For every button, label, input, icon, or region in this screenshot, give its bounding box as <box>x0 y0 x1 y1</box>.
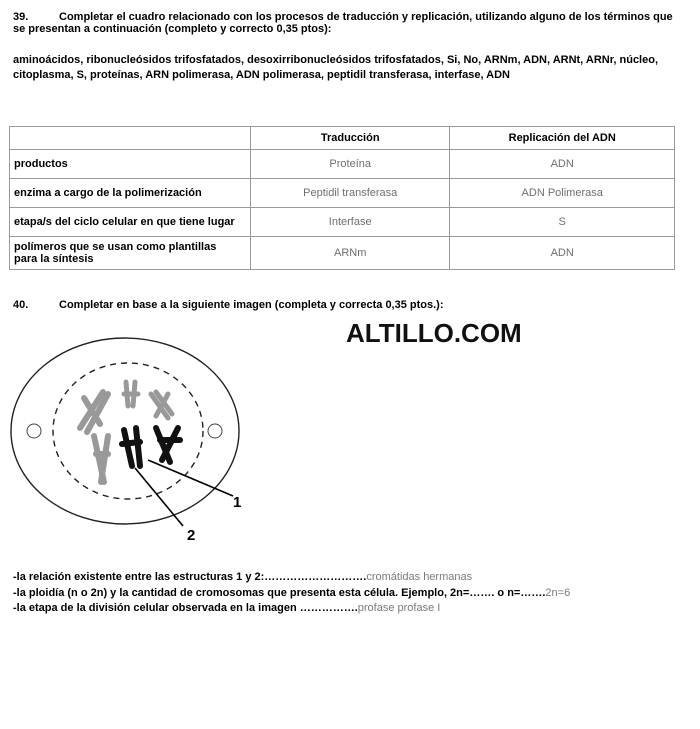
answer-value: cromátidas hermanas <box>366 571 473 583</box>
question-number: 40. <box>13 299 29 311</box>
chromosome-gray-2 <box>124 382 138 406</box>
header-replicacion: Replicación del ADN <box>450 127 675 150</box>
question-text: Completar en base a la siguiente imagen (completa y correcta 0,35 ptos.): <box>59 299 444 311</box>
chromosome-gray-3 <box>151 392 172 418</box>
table-row <box>10 237 675 270</box>
figure-label-2: 2 <box>187 527 196 544</box>
question-40 <box>13 299 693 311</box>
watermark: ALTILLO.COM <box>346 318 522 348</box>
chromosome-gray-1 <box>80 392 108 432</box>
answer-cell: Proteína <box>251 150 450 179</box>
answer-line-relation <box>13 571 472 583</box>
chromosome-black-1 <box>122 428 140 466</box>
pointer-line-2 <box>135 468 183 526</box>
answer-line-stage <box>13 602 440 614</box>
chromosome-black-2 <box>156 428 180 462</box>
centriole-right <box>208 424 222 438</box>
terms-line2: citoplasma, S, proteínas, ARN polimerasa, ADN polimerasa, peptidil transferasa, interfase, ADN <box>13 69 510 81</box>
answer-cell: S <box>450 208 675 237</box>
terms-line1: aminoácidos, ribonucleósidos trifosfatados, desoxirribonucleósidos trifosfatados, Si, No, ARNm, ADN, ARNt, ARNr, núcleo, <box>13 54 659 66</box>
answer-cell: ARNm <box>251 237 450 270</box>
header-empty <box>10 127 251 150</box>
answer-cell: Interfase <box>251 208 450 237</box>
cell-diagram <box>8 336 258 546</box>
answer-value: 2n=6 <box>545 587 571 599</box>
header-traduccion: Traducción <box>251 127 450 150</box>
terms-list <box>13 53 693 83</box>
answer-prompt: -la relación existente entre las estructuras 1 y 2:………………………. <box>13 571 367 583</box>
table-row <box>10 150 675 179</box>
pointer-line-1 <box>148 460 233 496</box>
table-row <box>10 208 675 237</box>
row-label-line2: para la síntesis <box>14 253 94 265</box>
table-row <box>10 179 675 208</box>
question-39 <box>13 11 693 35</box>
question-number: 39. <box>13 11 29 23</box>
answer-prompt: -la etapa de la división celular observada en la imagen ……………. <box>13 602 358 614</box>
answer-line-ploidy <box>13 587 570 599</box>
answer-cell: ADN <box>450 150 675 179</box>
chromosome-gray-4 <box>94 436 108 482</box>
answer-cell: ADN Polimerasa <box>450 179 675 208</box>
answer-prompt: -la ploidía (n o 2n) y la cantidad de cromosomas que presenta esta célula. Ejemplo, 2n=……. o n=……. <box>13 587 546 599</box>
answer-cell: ADN <box>450 237 675 270</box>
row-label: etapa/s del ciclo celular en que tiene lugar <box>10 208 251 237</box>
process-table <box>9 126 675 270</box>
figure-label-1: 1 <box>233 494 242 511</box>
answer-value: profase profase I <box>357 602 441 614</box>
centriole-left <box>27 424 41 438</box>
table-header-row <box>10 127 675 150</box>
answer-cell: Peptidil transferasa <box>251 179 450 208</box>
question-text-line1: Completar el cuadro relacionado con los procesos de traducción y replicación, utilizando alguno de los términos que <box>59 11 673 23</box>
row-label-line1: polímeros que se usan como plantillas <box>14 241 217 253</box>
question-text-line2: se presentan a continuación (completo y correcto 0,35 ptos): <box>13 23 332 35</box>
row-label: enzima a cargo de la polimerización <box>10 179 251 208</box>
row-label: productos <box>10 150 251 179</box>
row-label <box>10 237 251 270</box>
